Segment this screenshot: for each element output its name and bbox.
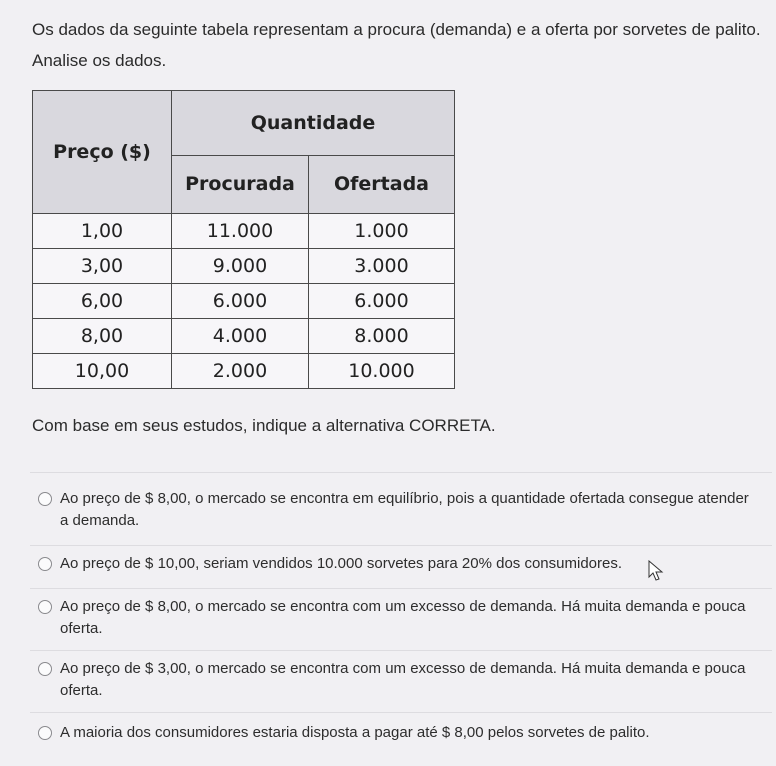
option-label: Ao preço de $ 8,00, o mercado se encontra com um excesso de demanda. Há muita demanda e pouca oferta. [60, 598, 746, 637]
radio-button[interactable] [38, 557, 52, 571]
divider [30, 472, 772, 473]
table-row [33, 214, 455, 249]
table-row [33, 319, 455, 354]
option-d[interactable] [38, 658, 758, 702]
radio-button[interactable] [38, 662, 52, 676]
cell-supply: 8.000 [309, 319, 455, 354]
radio-button[interactable] [38, 600, 52, 614]
table-row [33, 249, 455, 284]
option-a[interactable] [38, 488, 758, 532]
divider [30, 588, 772, 589]
cell-price: 3,00 [33, 249, 172, 284]
option-label: Ao preço de $ 8,00, o mercado se encontra em equilíbrio, pois a quantidade ofertada consegue atender a demanda. [60, 490, 749, 529]
divider [30, 650, 772, 651]
cell-supply: 3.000 [309, 249, 455, 284]
option-label: Ao preço de $ 10,00, seriam vendidos 10.000 sorvetes para 20% dos consumidores. [60, 555, 623, 572]
cell-price: 1,00 [33, 214, 172, 249]
cell-supply: 1.000 [309, 214, 455, 249]
cell-demand: 2.000 [172, 354, 309, 389]
header-quantity: Quantidade [172, 91, 455, 156]
divider [30, 545, 772, 546]
cell-price: 8,00 [33, 319, 172, 354]
option-e[interactable] [38, 722, 758, 744]
cell-demand: 9.000 [172, 249, 309, 284]
question-prompt: Com base em seus estudos, indique a alternativa CORRETA. [32, 416, 496, 435]
header-demand: Procurada [172, 155, 309, 213]
cell-supply: 10.000 [309, 354, 455, 389]
radio-button[interactable] [38, 492, 52, 506]
header-price: Preço ($) [33, 91, 172, 214]
option-label: Ao preço de $ 3,00, o mercado se encontra com um excesso de demanda. Há muita demanda e pouca oferta. [60, 660, 746, 699]
question-intro: Os dados da seguinte tabela representam a procura (demanda) e a oferta por sorvetes de palito. Analise os dados. [32, 20, 761, 70]
cell-price: 6,00 [33, 284, 172, 319]
header-supply: Ofertada [309, 155, 455, 213]
cell-demand: 6.000 [172, 284, 309, 319]
option-label: A maioria dos consumidores estaria disposta a pagar até $ 8,00 pelos sorvetes de palito. [60, 724, 650, 741]
mouse-cursor-icon [648, 560, 666, 582]
radio-button[interactable] [38, 726, 52, 740]
divider [30, 712, 772, 713]
cell-demand: 4.000 [172, 319, 309, 354]
table-row [33, 284, 455, 319]
cell-supply: 6.000 [309, 284, 455, 319]
cell-demand: 11.000 [172, 214, 309, 249]
option-c[interactable] [38, 596, 758, 640]
table-row [33, 354, 455, 389]
data-table [32, 90, 455, 389]
cell-price: 10,00 [33, 354, 172, 389]
